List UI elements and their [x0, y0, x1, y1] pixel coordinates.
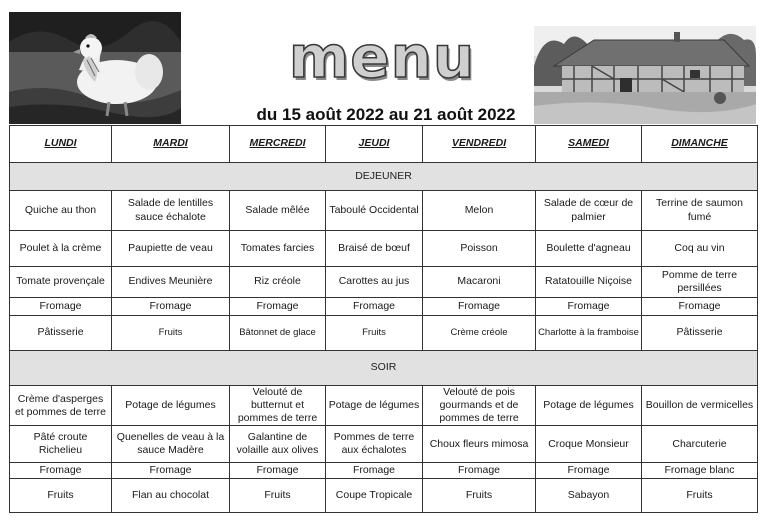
meal-cell: Melon [423, 191, 536, 231]
table-row [10, 479, 758, 513]
meal-cell: Fromage [536, 463, 642, 479]
meal-cell: Fromage blanc [642, 463, 758, 479]
meal-cell: Fromage [326, 298, 423, 316]
table-row [10, 426, 758, 463]
meal-cell: Croque Monsieur [536, 426, 642, 463]
meal-cell: Salade de cœur de palmier [536, 191, 642, 231]
table-row [10, 463, 758, 479]
meal-cell: Fromage [10, 298, 112, 316]
meal-cell: Fromage [10, 463, 112, 479]
meal-cell: Macaroni [423, 267, 536, 298]
meal-cell: Fruits [423, 479, 536, 513]
meal-cell: Potage de légumes [112, 386, 230, 426]
meal-cell: Velouté de pois gourmands et de pommes de terre [423, 386, 536, 426]
meal-cell: Fromage [326, 463, 423, 479]
meal-cell: Fruits [10, 479, 112, 513]
hen-photo [9, 12, 181, 124]
table-row [10, 298, 758, 316]
section-row-dejeuner [10, 163, 758, 191]
meal-cell: Fromage [536, 298, 642, 316]
day-header-jeudi: JEUDI [326, 126, 423, 163]
day-header-lundi: LUNDI [10, 126, 112, 163]
meal-cell: Fruits [642, 479, 758, 513]
meal-cell: Charlotte à la framboise [536, 316, 642, 351]
meal-cell: Flan au chocolat [112, 479, 230, 513]
meal-cell: Salade de lentilles sauce échalote [112, 191, 230, 231]
menu-table [9, 125, 758, 513]
day-header-mardi: MARDI [112, 126, 230, 163]
meal-cell: Potage de légumes [326, 386, 423, 426]
meal-cell: Velouté de butternut et pommes de terre [230, 386, 326, 426]
table-row [10, 191, 758, 231]
meal-cell: Galantine de volaille aux olives [230, 426, 326, 463]
meal-cell: Crème d'asperges et pommes de terre [10, 386, 112, 426]
meal-cell: Fromage [230, 463, 326, 479]
meal-cell: Fruits [230, 479, 326, 513]
section-label-soir: SOIR [10, 351, 758, 386]
meal-cell: Choux fleurs mimosa [423, 426, 536, 463]
meal-cell: Poulet à la crème [10, 231, 112, 267]
section-label-dejeuner: DEJEUNER [10, 163, 758, 191]
day-header-dimanche: DIMANCHE [642, 126, 758, 163]
meal-cell: Potage de légumes [536, 386, 642, 426]
meal-cell: Paupiette de veau [112, 231, 230, 267]
table-row [10, 316, 758, 351]
meal-cell: Riz créole [230, 267, 326, 298]
meal-cell: Quiche au thon [10, 191, 112, 231]
meal-cell: Fromage [112, 463, 230, 479]
meal-cell: Fromage [423, 463, 536, 479]
meal-cell: Fromage [230, 298, 326, 316]
table-row [10, 267, 758, 298]
meal-cell: Taboulé Occidental [326, 191, 423, 231]
meal-cell: Pomme de terre persillées [642, 267, 758, 298]
meal-cell: Endives Meunière [112, 267, 230, 298]
meal-cell: Fruits [326, 316, 423, 351]
meal-cell: Fromage [112, 298, 230, 316]
meal-cell: Tomate provençale [10, 267, 112, 298]
days-header-row [10, 126, 758, 163]
meal-cell: Pommes de terre aux échalotes [326, 426, 423, 463]
meal-cell: Ratatouille Niçoise [536, 267, 642, 298]
meal-cell: Coupe Tropicale [326, 479, 423, 513]
meal-cell: Quenelles de veau à la sauce Madère [112, 426, 230, 463]
meal-cell: Pâtisserie [642, 316, 758, 351]
hen-photo-icon [9, 12, 181, 124]
meal-cell: Pâtisserie [10, 316, 112, 351]
table-row [10, 231, 758, 267]
meal-cell: Fromage [423, 298, 536, 316]
meal-cell: Fromage [642, 298, 758, 316]
day-header-vendredi: VENDREDI [423, 126, 536, 163]
meal-cell: Sabayon [536, 479, 642, 513]
meal-cell: Braisé de bœuf [326, 231, 423, 267]
meal-cell: Boulette d'agneau [536, 231, 642, 267]
meal-cell: Crème créole [423, 316, 536, 351]
day-header-mercredi: MERCREDI [230, 126, 326, 163]
meal-cell: Salade mêlée [230, 191, 326, 231]
day-header-samedi: SAMEDI [536, 126, 642, 163]
meal-cell: Fruits [112, 316, 230, 351]
table-row [10, 386, 758, 426]
page-title: menu [288, 23, 476, 91]
meal-cell: Charcuterie [642, 426, 758, 463]
meal-cell: Carottes au jus [326, 267, 423, 298]
meal-cell: Pâté croute Richelieu [10, 426, 112, 463]
meal-cell: Bouillon de vermicelles [642, 386, 758, 426]
meal-cell: Coq au vin [642, 231, 758, 267]
meal-cell: Bâtonnet de glace [230, 316, 326, 351]
meal-cell: Tomates farcies [230, 231, 326, 267]
date-range: du 15 août 2022 au 21 août 2022 [256, 105, 516, 124]
meal-cell: Terrine de saumon fumé [642, 191, 758, 231]
section-row-soir [10, 351, 758, 386]
meal-cell: Poisson [423, 231, 536, 267]
